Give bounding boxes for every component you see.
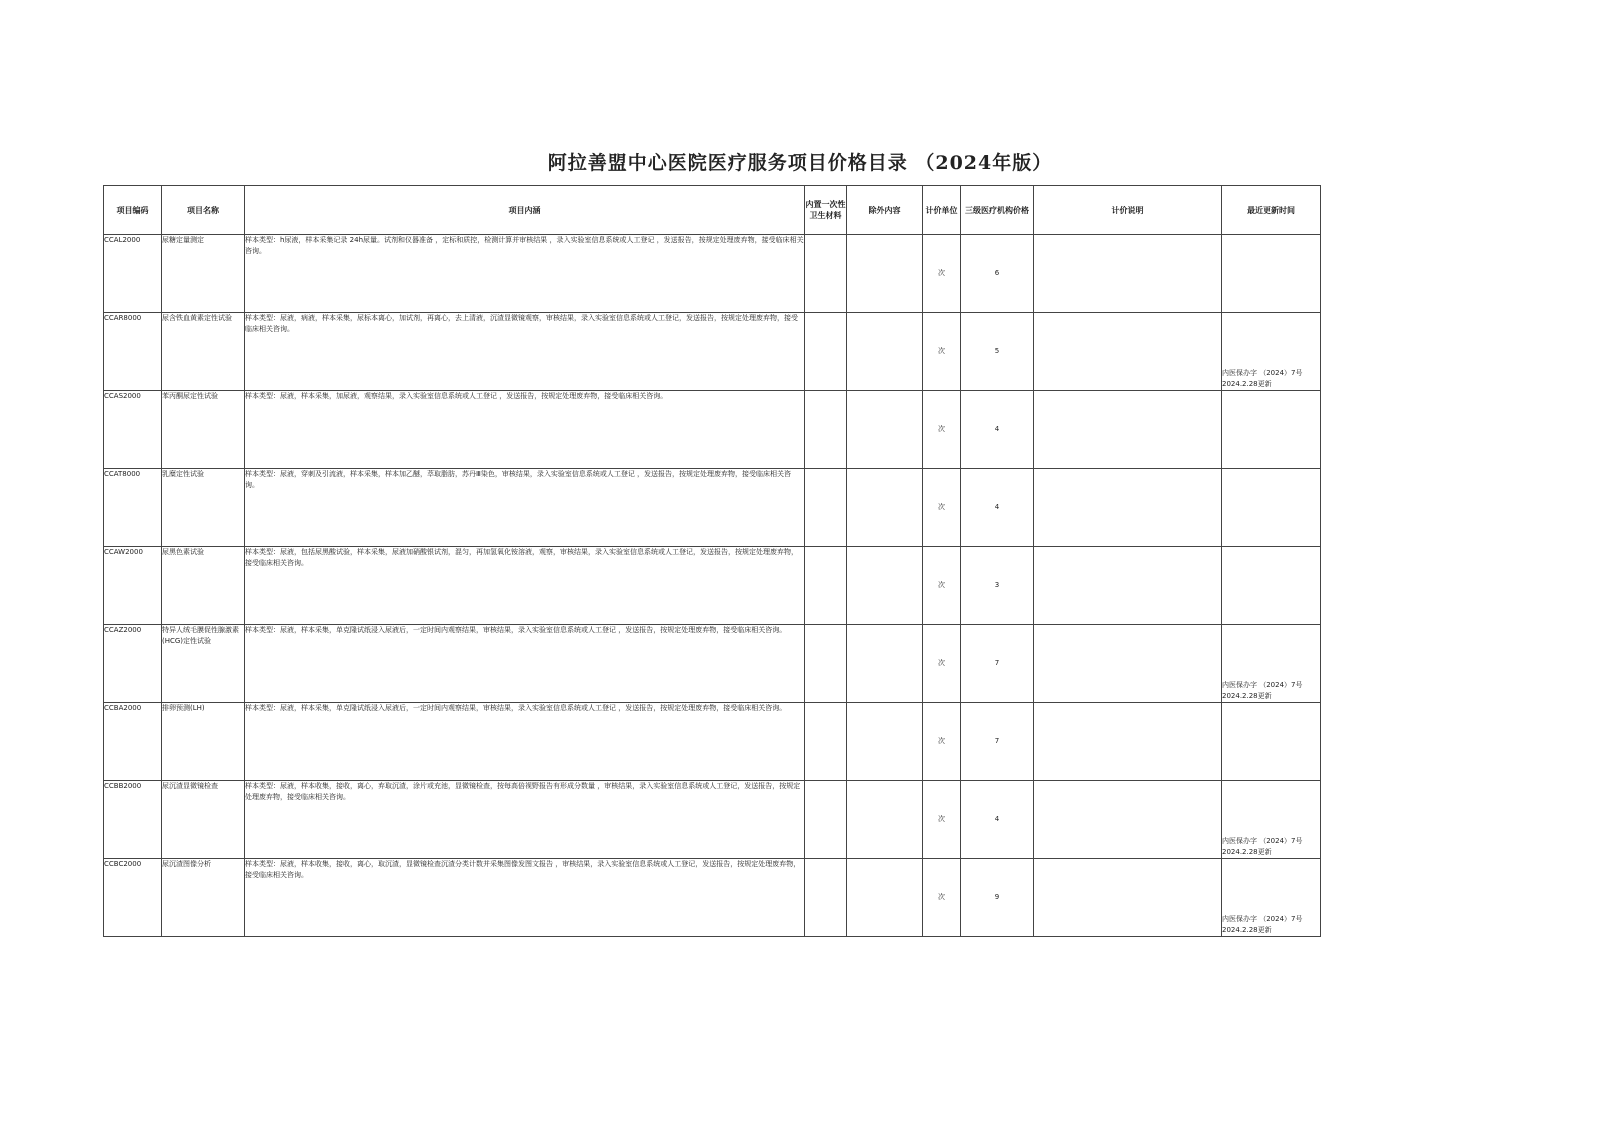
table-row bbox=[104, 703, 1321, 781]
cell-notes bbox=[1034, 235, 1222, 313]
cell-name: 尿沉渣显微镜检查 bbox=[162, 781, 245, 859]
cell-unit: 次 bbox=[923, 469, 961, 547]
cell-code: CCAT8000 bbox=[104, 469, 162, 547]
page-title: 阿拉善盟中心医院医疗服务项目价格目录 （2024年版） bbox=[547, 152, 1053, 174]
cell-name: 乳糜定性试验 bbox=[162, 469, 245, 547]
cell-consumables bbox=[805, 859, 847, 937]
cell-consumables bbox=[805, 313, 847, 391]
cell-content: 样本类型：尿液，样本采集，单克隆试纸浸入尿液后，一定时间内观察结果，审核结果，录入实验室信息系统或人工登记 ，发送报告，按规定处理废弃物，接受临床相关咨询。 bbox=[245, 703, 805, 781]
cell-code: CCBC2000 bbox=[104, 859, 162, 937]
cell-name: 特异人绒毛膜促性腺激素(HCG)定性试验 bbox=[162, 625, 245, 703]
col-header-price: 三级医疗机构价格 bbox=[961, 186, 1034, 235]
cell-exclusions bbox=[847, 235, 923, 313]
cell-code: CCBB2000 bbox=[104, 781, 162, 859]
col-header-updated: 最近更新时间 bbox=[1222, 186, 1321, 235]
col-header-notes: 计价说明 bbox=[1034, 186, 1222, 235]
cell-consumables bbox=[805, 235, 847, 313]
table-row bbox=[104, 313, 1321, 391]
cell-consumables bbox=[805, 781, 847, 859]
cell-content: 样本类型：尿液，包括尿黑酸试验，样本采集，尿液加硝酸银试剂，混匀，再加氢氧化铵溶液，观察，审核结果，录入实验室信息系统或人工登记，发送报告，按规定处理废弃物，接受临床相关咨询。 bbox=[245, 547, 805, 625]
cell-content: 样本类型：h尿液，样本采集记录 24h尿量。试剂和仪器准备 ，定标和质控，检测计算并审核结果 ，录入实验室信息系统或人工登记 ，发送报告，按规定处理废弃物，接受临床相关咨询。 bbox=[245, 235, 805, 313]
cell-name: 尿糖定量测定 bbox=[162, 235, 245, 313]
cell-code: CCAW2000 bbox=[104, 547, 162, 625]
cell-name: 尿沉渣图像分析 bbox=[162, 859, 245, 937]
table-row bbox=[104, 235, 1321, 313]
cell-updated bbox=[1222, 235, 1321, 313]
cell-name: 排卵预测(LH) bbox=[162, 703, 245, 781]
cell-exclusions bbox=[847, 859, 923, 937]
cell-unit: 次 bbox=[923, 781, 961, 859]
cell-notes bbox=[1034, 703, 1222, 781]
cell-content: 样本类型：尿液，样本收集，接收，离心，取沉渣，显微镜检查沉渣分类计数并采集图像发图文报告 ，审核结果，录入实验室信息系统或人工登记，发送报告，按规定处理废弃物，接受临床相关咨询。 bbox=[245, 859, 805, 937]
cell-price: 4 bbox=[961, 469, 1034, 547]
cell-content: 样本类型：尿液，病液，样本采集，尿标本离心，加试剂，再离心，去上清液，沉渣显微镜观察，审核结果，录入实验室信息系统或人工登记，发送报告，按规定处理废弃物，接受临床相关咨询。 bbox=[245, 313, 805, 391]
cell-content: 样本类型：尿液，样本收集，接收，离心，弃取沉渣，涂片或充池，显微镜检查，按每高倍视野报告有形成分数量 ，审核结果，录入实验室信息系统或人工登记，发送报告，按规定处理废弃物，接受临床相关咨询。 bbox=[245, 781, 805, 859]
cell-unit: 次 bbox=[923, 625, 961, 703]
cell-exclusions bbox=[847, 703, 923, 781]
cell-exclusions bbox=[847, 469, 923, 547]
cell-notes bbox=[1034, 625, 1222, 703]
cell-updated: 内医保办字 （2024）7号 2024.2.28更新 bbox=[1222, 313, 1321, 391]
col-header-consumables: 内置一次性卫生材料 bbox=[805, 186, 847, 235]
cell-consumables bbox=[805, 703, 847, 781]
cell-name: 尿黑色素试验 bbox=[162, 547, 245, 625]
cell-content: 样本类型：尿液，穿刺及引流液，样本采集，样本加乙醚，萃取脂肪，苏丹Ⅲ染色，审核结果，录入实验室信息系统或人工登记 ，发送报告，按规定处理废弃物，接受临床相关咨询。 bbox=[245, 469, 805, 547]
header-row bbox=[104, 186, 1321, 235]
price-table bbox=[103, 185, 1321, 937]
cell-unit: 次 bbox=[923, 547, 961, 625]
cell-unit: 次 bbox=[923, 703, 961, 781]
cell-notes bbox=[1034, 859, 1222, 937]
table-row bbox=[104, 625, 1321, 703]
cell-price: 7 bbox=[961, 703, 1034, 781]
cell-code: CCAS2000 bbox=[104, 391, 162, 469]
cell-price: 3 bbox=[961, 547, 1034, 625]
cell-notes bbox=[1034, 469, 1222, 547]
cell-notes bbox=[1034, 391, 1222, 469]
cell-updated bbox=[1222, 547, 1321, 625]
cell-consumables bbox=[805, 625, 847, 703]
cell-code: CCAR8000 bbox=[104, 313, 162, 391]
cell-code: CCAZ2000 bbox=[104, 625, 162, 703]
cell-price: 5 bbox=[961, 313, 1034, 391]
cell-price: 6 bbox=[961, 235, 1034, 313]
table-row bbox=[104, 547, 1321, 625]
cell-updated: 内医保办字 （2024）7号 2024.2.28更新 bbox=[1222, 859, 1321, 937]
cell-consumables bbox=[805, 547, 847, 625]
table-row bbox=[104, 781, 1321, 859]
cell-exclusions bbox=[847, 547, 923, 625]
cell-updated bbox=[1222, 469, 1321, 547]
cell-unit: 次 bbox=[923, 313, 961, 391]
cell-content: 样本类型：尿液，样本采集，加尿液，观察结果，录入实验室信息系统或人工登记 ，发送报告，按规定处理废弃物，接受临床相关咨询。 bbox=[245, 391, 805, 469]
cell-updated bbox=[1222, 391, 1321, 469]
cell-unit: 次 bbox=[923, 391, 961, 469]
cell-name: 苯丙酮尿定性试验 bbox=[162, 391, 245, 469]
cell-price: 4 bbox=[961, 781, 1034, 859]
cell-notes bbox=[1034, 547, 1222, 625]
cell-exclusions bbox=[847, 313, 923, 391]
col-header-content: 项目内涵 bbox=[245, 186, 805, 235]
cell-content: 样本类型：尿液，样本采集，单克隆试纸浸入尿液后，一定时间内观察结果，审核结果，录入实验室信息系统或人工登记 ，发送报告，按规定处理废弃物，接受临床相关咨询。 bbox=[245, 625, 805, 703]
cell-name: 尿含铁血黄素定性试验 bbox=[162, 313, 245, 391]
cell-price: 4 bbox=[961, 391, 1034, 469]
cell-updated bbox=[1222, 703, 1321, 781]
col-header-exclusions: 除外内容 bbox=[847, 186, 923, 235]
cell-consumables bbox=[805, 391, 847, 469]
col-header-code: 项目编码 bbox=[104, 186, 162, 235]
cell-updated: 内医保办字 （2024）7号 2024.2.28更新 bbox=[1222, 781, 1321, 859]
cell-notes bbox=[1034, 781, 1222, 859]
col-header-unit: 计价单位 bbox=[923, 186, 961, 235]
col-header-name: 项目名称 bbox=[162, 186, 245, 235]
cell-exclusions bbox=[847, 625, 923, 703]
cell-unit: 次 bbox=[923, 859, 961, 937]
cell-price: 7 bbox=[961, 625, 1034, 703]
cell-exclusions bbox=[847, 391, 923, 469]
cell-price: 9 bbox=[961, 859, 1034, 937]
cell-unit: 次 bbox=[923, 235, 961, 313]
cell-notes bbox=[1034, 313, 1222, 391]
cell-updated: 内医保办字 （2024）7号 2024.2.28更新 bbox=[1222, 625, 1321, 703]
cell-consumables bbox=[805, 469, 847, 547]
cell-code: CCBA2000 bbox=[104, 703, 162, 781]
table-row bbox=[104, 391, 1321, 469]
table-row bbox=[104, 469, 1321, 547]
cell-code: CCAL2000 bbox=[104, 235, 162, 313]
table-row bbox=[104, 859, 1321, 937]
cell-exclusions bbox=[847, 781, 923, 859]
